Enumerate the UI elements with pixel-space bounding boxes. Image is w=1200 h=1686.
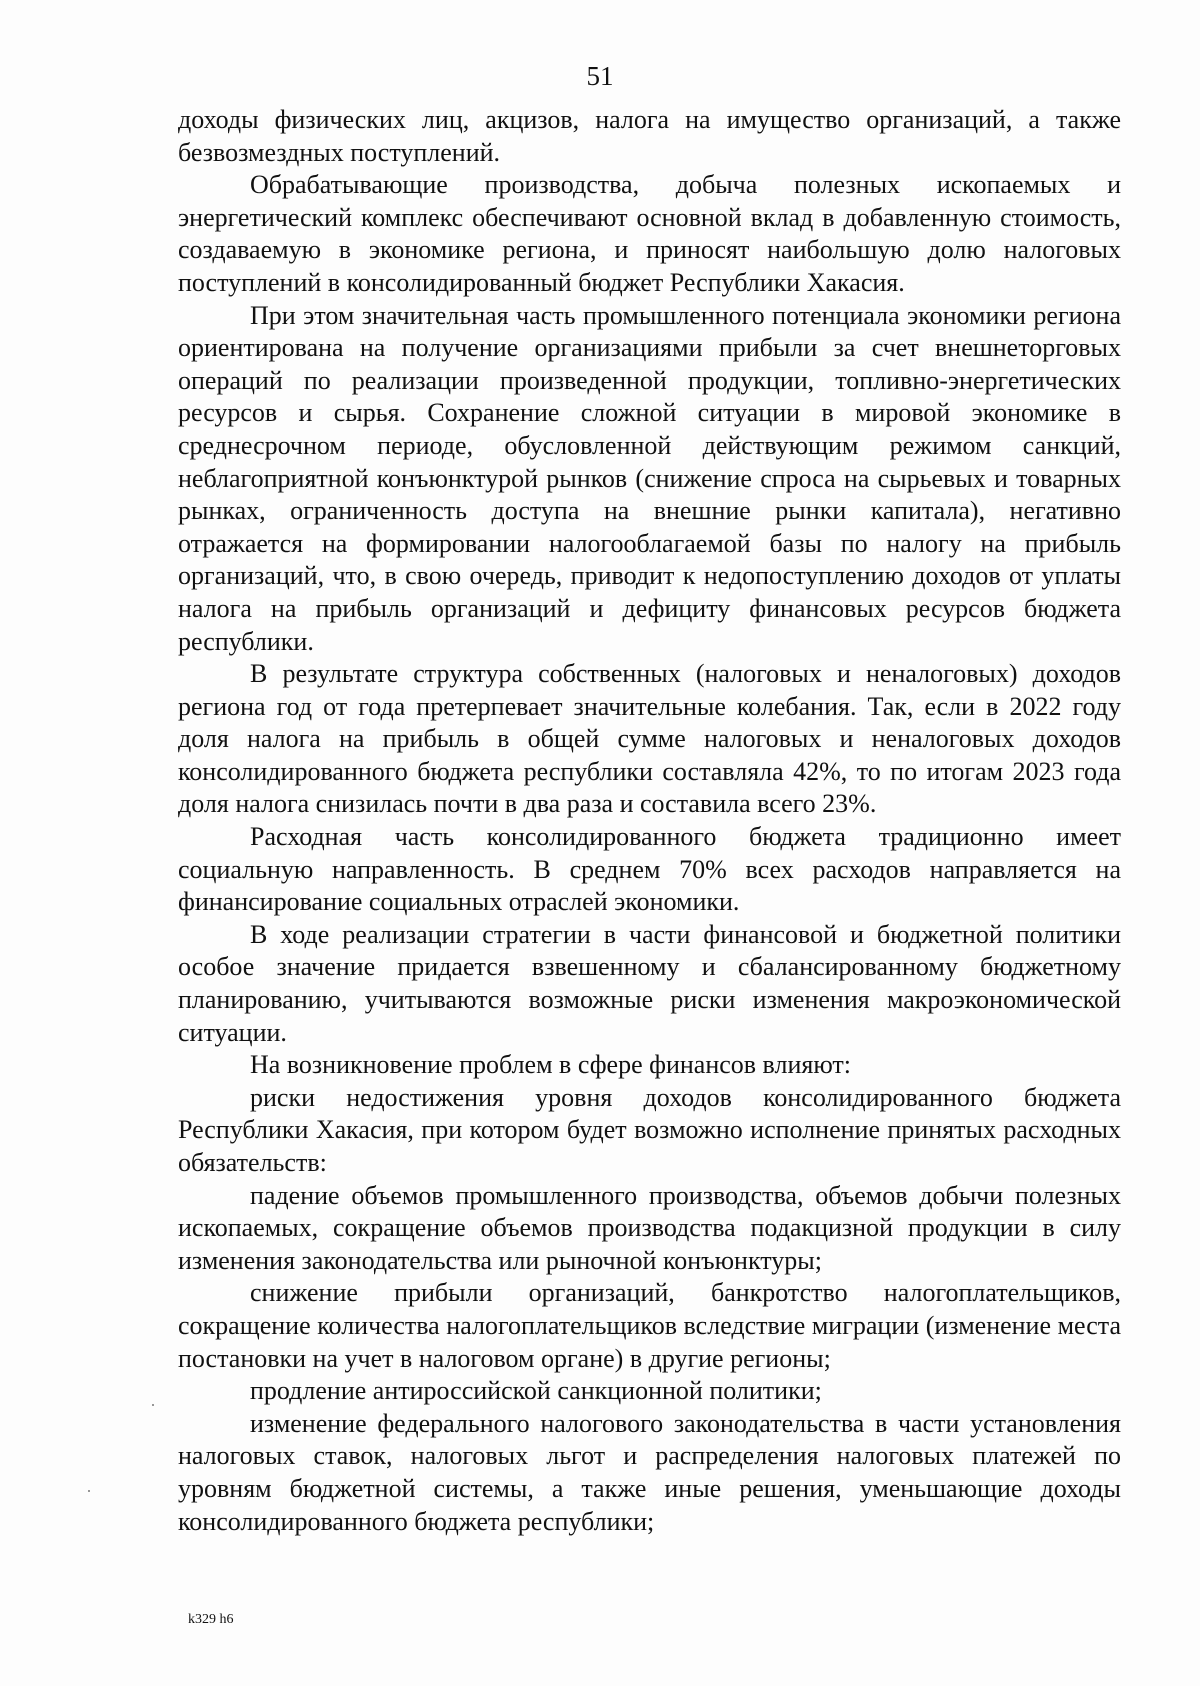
body-text bbox=[178, 104, 1121, 1538]
paragraph-industrial-potential: При этом значительная часть промышленного потенциала экономики региона ориентирована на получение организациями прибыли за счет внешнеторговых операций по реализации произведенной продукции, топливно-энергетических ресурсов и сырья. Сохранение сложной ситуации в мировой экономике в среднесрочном периоде, обусловленной действующим режимом санкций, неблагоприятной конъюнктурой рынков (снижение спроса на сырьевых и товарных рынках, ограниченность доступа на внешние рынки капитала), негативно отражается на формировании налогооблагаемой базы по налогу на прибыль организаций, что, в свою очередь, приводит к недопоступлению доходов от уплаты налога на прибыль организаций и дефициту финансовых ресурсов бюджета республики. bbox=[178, 300, 1121, 656]
list-item-sanctions: продление антироссийской санкционной политики; bbox=[250, 1376, 822, 1406]
paragraph-expenditures: Расходная часть консолидированного бюджета традиционно имеет социальную направленность. В среднем 70% всех расходов направляется на финансирование социальных отраслей экономики. bbox=[178, 822, 1121, 917]
paragraph-revenue-structure: В результате структура собственных (налоговых и неналоговых) доходов региона год от года претерпевает значительные колебания. Так, если в 2022 году доля налога на прибыль в общей сумме налоговых и неналоговых доходов консолидированного бюджета республики составляла 42%, то по итогам 2023 года доля налога снизилась почти в два раза и составила всего 23%. bbox=[178, 659, 1121, 819]
scan-speck bbox=[152, 1404, 154, 1406]
list-item-production-decline: падение объемов промышленного производства, объемов добычи полезных ископаемых, сокращение объемов производства подакцизной продукции в силу изменения законодательства или рыночной конъюнктуры; bbox=[178, 1180, 1121, 1275]
list-item-legislation-change: изменение федерального налогового законодательства в части установления налоговых ставок, налоговых льгот и распределения налоговых платежей по уровням бюджетной системы, а также иные решения, уменьшающие доходы консолидированного бюджета республики; bbox=[178, 1408, 1121, 1536]
paragraph-budget-planning: В ходе реализации стратегии в части финансовой и бюджетной политики особое значение придается взвешенному и сбалансированному бюджетному планированию, учитываются возможные риски изменения макроэкономической ситуации. bbox=[178, 919, 1121, 1047]
paragraph-continuation: доходы физических лиц, акцизов, налога на имущество организаций, а также безвозмездных поступлений. bbox=[178, 105, 1121, 167]
scan-speck bbox=[88, 1490, 90, 1492]
paragraph-industries: Обрабатывающие производства, добыча полезных ископаемых и энергетический комплекс обеспечивают основной вклад в добавленную стоимость, создаваемую в экономике региона, и приносят наибольшую долю налоговых поступлений в консолидированный бюджет Республики Хакасия. bbox=[178, 170, 1121, 297]
paragraph-problems-intro: На возникновение проблем в сфере финансов влияют: bbox=[250, 1050, 852, 1080]
list-item-profit-decrease: снижение прибыли организаций, банкротство налогоплательщиков, сокращение количества налогоплательщиков вследствие миграции (изменение места постановки на учет в налоговом органе) в другие регионы; bbox=[178, 1278, 1121, 1373]
footer-document-code: k329 h6 bbox=[188, 1612, 234, 1627]
page-number: 51 bbox=[586, 61, 614, 91]
list-item-revenue-risks: риски недостижения уровня доходов консолидированного бюджета Республики Хакасия, при котором будет возможно исполнение принятых расходных обязательств: bbox=[178, 1082, 1121, 1177]
